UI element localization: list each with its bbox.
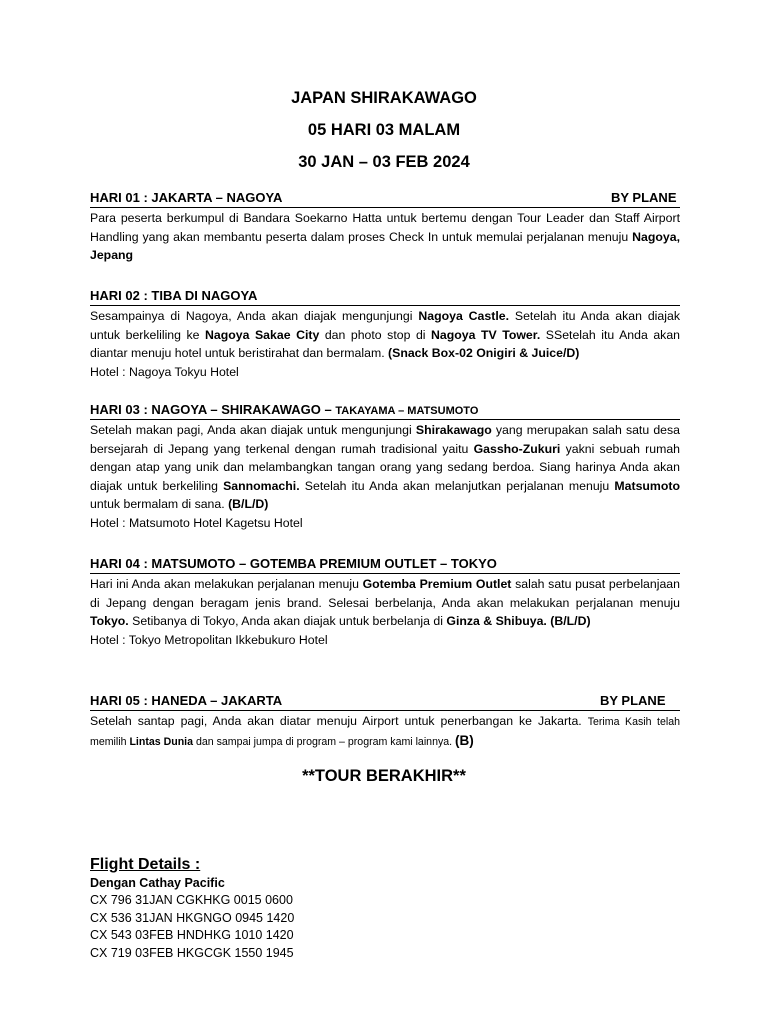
day-4-text: Setibanya di Tokyo, Anda akan diajak untuk berbelanja di — [128, 614, 447, 629]
day-2-place: Nagoya Castle. — [418, 309, 509, 323]
day-3-text: Setelah itu Anda akan melanjutkan perjalanan menuju — [299, 478, 615, 493]
day-5-title: HARI 05 : HANEDA – JAKARTA — [90, 693, 283, 708]
day-5-description — [90, 712, 680, 751]
flight-row: CX 719 03FEB HKGCGK 1550 1945 — [90, 945, 294, 960]
day-4-text: Hari ini Anda akan melakukan perjalanan menuju — [90, 577, 363, 591]
day-4-title: HARI 04 : MATSUMOTO – GOTEMBA PREMIUM OUTLET – TOKYO — [90, 556, 497, 571]
tour-duration: 05 HARI 03 MALAM — [307, 121, 461, 139]
day-3-text: Setelah makan pagi, Anda akan diajak untuk mengunjungi — [90, 423, 416, 437]
day-3-place: Sannomachi. — [223, 478, 300, 493]
day-2-section — [90, 287, 680, 381]
flight-row: CX 796 31JAN CGKHKG 0015 0600 — [90, 893, 293, 907]
day-2-place: Nagoya TV Tower. — [431, 327, 541, 342]
day-5-text: Terima Kasih telah memilih — [90, 716, 680, 748]
day-3-description — [90, 421, 680, 514]
document-header — [0, 82, 768, 178]
day-3-text: yakni sebuah rumah dengan atap yang unik dan melambangkan tangan orang yang sedang berdoa. Siang harinya Anda akan diajak untuk berkeliling — [90, 441, 681, 493]
day-4-section — [90, 555, 680, 649]
flight-details-title: Flight Details : — [90, 856, 201, 873]
day-5-text: dan sampai jumpa di program – program kami lainnya. — [193, 735, 456, 748]
day-3-title: HARI 03 : NAGOYA – SHIRAKAWAGO – — [90, 402, 336, 417]
day-5-text: Setelah santap pagi, Anda akan diatar menuju Airport untuk penerbangan ke Jakarta. — [90, 714, 588, 728]
day-3-place: Gassho-Zukuri — [473, 441, 561, 456]
day-3-meals: (B/L/D) — [228, 497, 269, 512]
day-4-place-meals: Ginza & Shibuya. (B/L/D) — [446, 614, 591, 629]
flight-row: CX 543 03FEB HNDHKG 1010 1420 — [90, 928, 294, 942]
day-2-text: SSetelah itu Anda akan diantar menuju hotel untuk beristirahat dan bermalam. — [90, 327, 680, 361]
day-2-meals: (Snack Box-02 Onigiri & Juice/D) — [388, 346, 580, 361]
day-2-title: HARI 02 : TIBA DI NAGOYA — [90, 288, 258, 303]
flight-airline: Dengan Cathay Pacific — [90, 876, 225, 890]
flight-row: CX 536 31JAN HKGNGO 0945 1420 — [90, 910, 295, 925]
day-1-destination: Nagoya, Jepang — [90, 229, 680, 263]
day-3-place: Matsumoto — [614, 478, 680, 493]
day-2-text: Setelah itu Anda akan diajak untuk berkeliling ke — [90, 309, 680, 342]
day-2-description — [90, 307, 680, 363]
day-1-text: Para peserta berkumpul di Bandara Soekarno Hatta untuk bertemu dengan Tour Leader dan Staff Airport Handling yang akan membantu peserta dalam proses Check In untuk memulai perjalanan menuju — [90, 211, 680, 244]
day-2-place: Nagoya Sakae City — [205, 327, 320, 342]
day-3-text: yang merupakan salah satu desa bersejarah di Jepang yang terkenal dengan rumah tradisional yaitu — [90, 423, 681, 456]
day-1-heading — [90, 189, 680, 208]
day-3-title-continued: TAKAYAMA – MATSUMOTO — [335, 405, 479, 417]
day-1-transport: BY PLANE — [611, 190, 677, 205]
tour-end-label: **TOUR BERAKHIR** — [302, 767, 466, 785]
day-4-heading — [90, 555, 680, 574]
day-4-text: salah satu pusat perbelanjaan di Jepang dengan beragam jenis brand. Selesai berbelanja, Anda akan melakukan perjalanan menuju — [90, 577, 680, 610]
day-5-company: Lintas Dunia — [129, 735, 194, 748]
day-5-heading — [90, 692, 680, 711]
day-4-hotel: Hotel : Tokyo Metropolitan Ikkebukuro Hotel — [90, 632, 328, 647]
tour-title: JAPAN SHIRAKAWAGO — [291, 89, 477, 107]
tour-dates: 30 JAN – 03 FEB 2024 — [298, 153, 470, 171]
day-4-place: Gotemba Premium Outlet — [362, 577, 512, 591]
day-3-text: untuk bermalam di sana. — [90, 497, 229, 512]
day-1-section — [90, 189, 680, 265]
day-4-description — [90, 575, 680, 631]
day-1-title: HARI 01 : JAKARTA – NAGOYA — [90, 190, 283, 205]
day-3-place: Shirakawago — [415, 423, 492, 437]
day-5-meals: (B) — [455, 732, 474, 748]
day-2-hotel: Hotel : Nagoya Tokyu Hotel — [90, 364, 239, 379]
flight-details — [90, 855, 294, 962]
day-3-heading — [90, 401, 680, 420]
day-2-text: dan photo stop di — [319, 327, 432, 342]
day-3-section — [90, 401, 680, 533]
day-2-text: Sesampainya di Nagoya, Anda akan diajak mengunjungi — [90, 309, 419, 323]
day-1-description — [90, 209, 680, 265]
day-5-section — [90, 692, 680, 751]
day-5-transport: BY PLANE — [600, 693, 666, 708]
day-4-place: Tokyo. — [90, 614, 129, 629]
day-3-hotel: Hotel : Matsumoto Hotel Kagetsu Hotel — [90, 515, 303, 530]
day-2-heading — [90, 287, 680, 306]
